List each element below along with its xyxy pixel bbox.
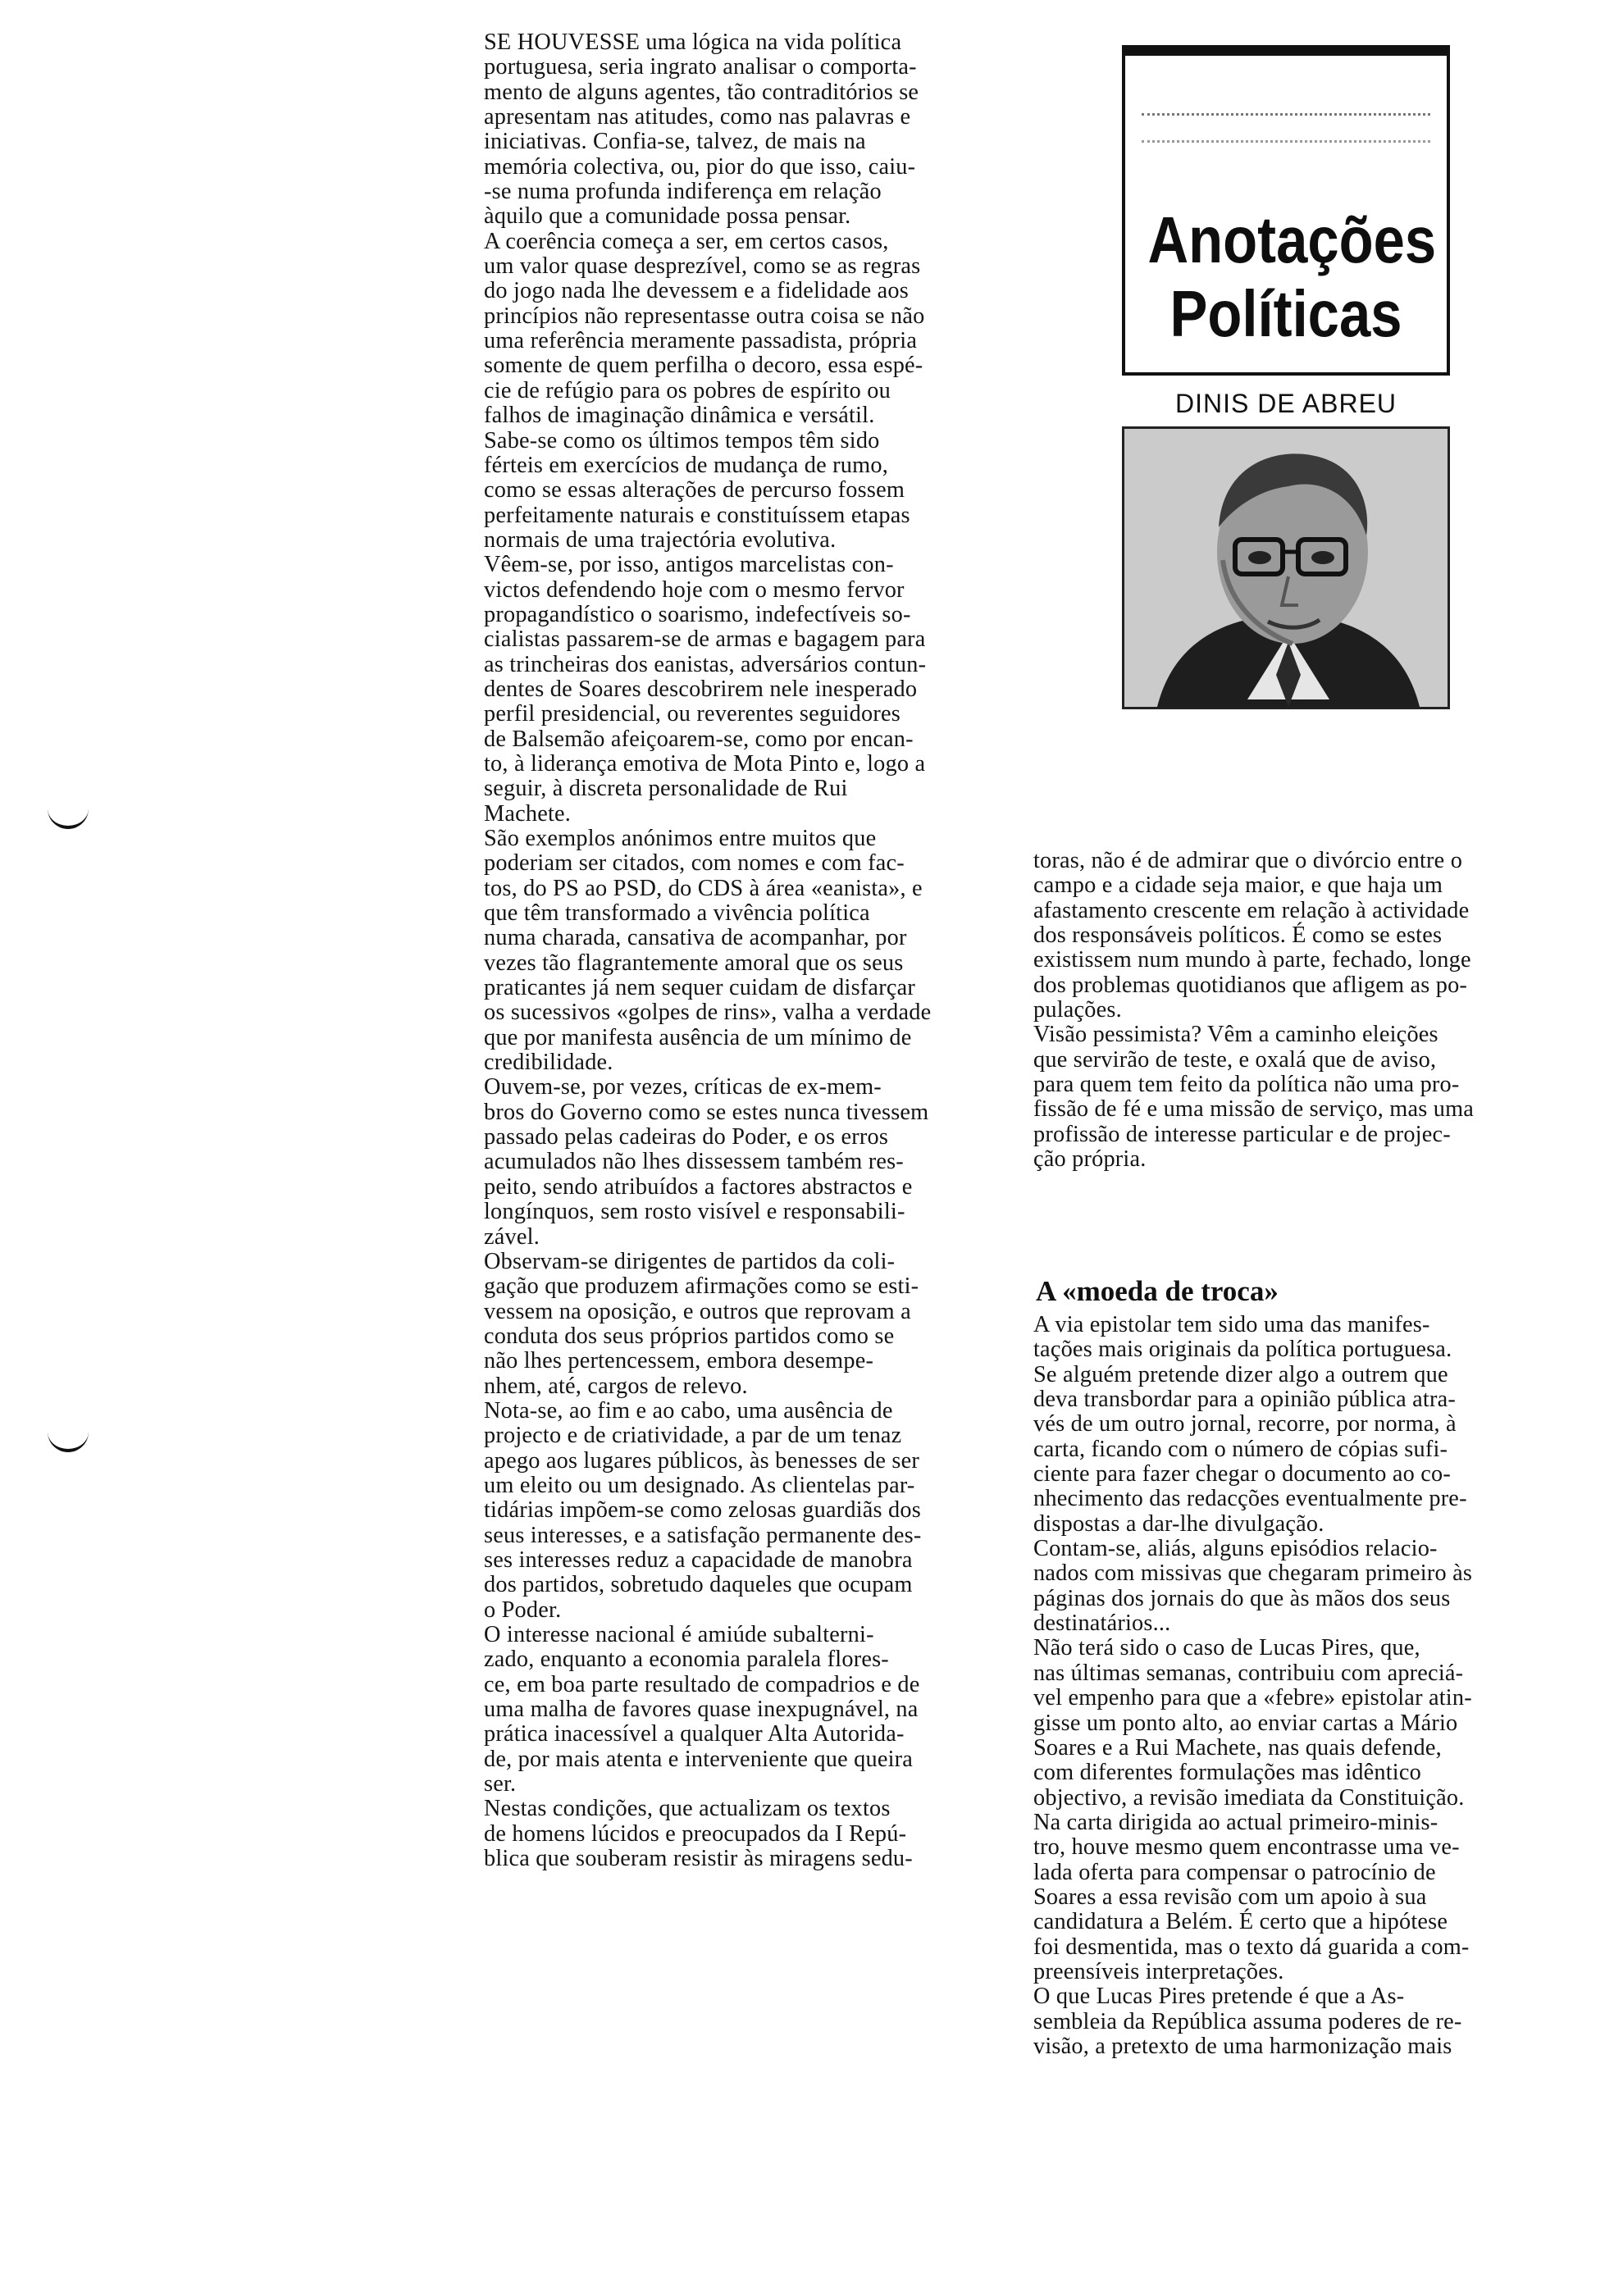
text-line: preensíveis interpretações. [1033, 1958, 1284, 1984]
text-line: poderiam ser citados, com nomes e com fac- [484, 850, 905, 877]
text-line: to, à liderança emotiva de Mota Pinto e, logo a [484, 750, 926, 777]
text-line: peito, sendo atribuídos a factores abstractos e [484, 1173, 913, 1200]
text-line: Machete. [484, 800, 572, 827]
text-line: O interesse nacional é amiúde subalterni- [484, 1622, 874, 1647]
text-line: dispostas a dar-lhe divulgação. [1033, 1510, 1324, 1537]
text-line: prática inacessível a qualquer Alta Autorida- [484, 1721, 905, 1747]
text-line: um eleito ou um designado. As clientelas par- [484, 1472, 915, 1498]
text-line: perfil presidencial, ou reverentes seguidores [484, 701, 900, 727]
article-right-column-top [1033, 849, 1474, 1172]
text-line: sembleia da República assuma poderes de re- [1033, 2008, 1462, 2034]
text-line: Na carta dirigida ao actual primeiro-minis- [1033, 1809, 1438, 1835]
text-line: somente de quem perfilha o decoro, essa espé- [484, 353, 923, 379]
binder-hole-mark [48, 1431, 89, 1452]
text-line: ciente para fazer chegar o documento ao co- [1033, 1461, 1452, 1487]
text-line: de Balsemão afeiçoarem-se, como por encan- [484, 726, 914, 752]
text-line: praticantes já nem sequer cuidam de disfarçar [484, 975, 915, 1001]
text-line: objectivo, a revisão imediata da Constituição. [1033, 1784, 1465, 1811]
text-line: seguir, à discreta personalidade de Rui [484, 776, 848, 802]
text-line: acumulados não lhes dissessem também res- [484, 1149, 904, 1175]
text-line: blica que souberam resistir às miragens sedu- [484, 1846, 913, 1872]
text-line: as trincheiras dos eanistas, adversários contun- [484, 651, 927, 677]
text-line: projecto e de criatividade, a par de um tenaz [484, 1423, 902, 1449]
text-line: como se essas alterações de percurso fossem [484, 477, 905, 503]
text-line: vés de um outro jornal, recorre, por norma, à [1033, 1411, 1457, 1437]
text-line: para quem tem feito da política não uma pro- [1033, 1072, 1460, 1098]
text-line: carta, ficando com o número de cópias sufi- [1033, 1436, 1448, 1462]
text-line: credibilidade. [484, 1050, 613, 1076]
text-line: afastamento crescente em relação à actividade [1033, 897, 1470, 923]
text-line: uma malha de favores quase inexpugnável, na [484, 1697, 919, 1723]
text-line: Soares a essa revisão com um apoio à sua [1033, 1884, 1427, 1910]
text-line: princípios não representasse outra coisa se não [484, 303, 925, 329]
text-line: o Poder. [484, 1597, 562, 1623]
article-right-column-bottom [1033, 1313, 1472, 2059]
text-line: uma referência meramente passadista, própria [484, 328, 918, 354]
text-line: dos partidos, sobretudo daqueles que ocupam [484, 1572, 913, 1598]
text-line: seus interesses, e a satisfação permanente des- [484, 1522, 922, 1548]
text-line: vel empenho para que a «febre» epistolar atin- [1033, 1685, 1472, 1711]
text-line: Observam-se dirigentes de partidos da coli- [484, 1248, 896, 1274]
text-line: propagandístico o soarismo, indefectíveis so- [484, 601, 911, 627]
text-line: nhem, até, cargos de relevo. [484, 1373, 748, 1399]
text-line: àquilo que a comunidade possa pensar. [484, 203, 851, 230]
text-line: que por manifesta ausência de um mínimo de [484, 1024, 912, 1050]
text-line: nhecimento das redacções eventualmente pre- [1033, 1486, 1467, 1512]
text-line: candidatura a Belém. É certo que a hipótese [1033, 1909, 1448, 1935]
text-line: existissem num mundo à parte, fechado, longe [1033, 947, 1471, 973]
text-line: ção própria. [1033, 1146, 1147, 1173]
text-line: campo e a cidade seja maior, e que haja um [1033, 872, 1443, 899]
section-subheading: A «moeda de troca» [1036, 1275, 1279, 1307]
text-line: vessem na oposição, e outros que reprovam a [484, 1298, 911, 1324]
text-line: destinatários... [1033, 1610, 1171, 1637]
text-line: bros do Governo como se estes nunca tivessem [484, 1099, 929, 1125]
text-line: um valor quase desprezível, como se as regras [484, 253, 921, 280]
text-line: Nestas condições, que actualizam os textos [484, 1796, 891, 1822]
text-line: victos defendendo hoje com o mesmo fervor [484, 576, 905, 603]
text-line: Ouvem-se, por vezes, críticas de ex-mem- [484, 1074, 882, 1100]
text-line: dos responsáveis políticos. É como se estes [1033, 922, 1443, 949]
text-line: A coerência começa a ser, em certos casos, [484, 228, 889, 254]
text-line: passado pelas cadeiras do Poder, e os erros [484, 1124, 889, 1150]
text-line: férteis em exercícios de mudança de rumo, [484, 452, 888, 478]
text-line: portuguesa, seria ingrato analisar o comporta- [484, 54, 917, 80]
text-line: gisse um ponto alto, ao enviar cartas a Mário [1033, 1710, 1458, 1736]
text-line: fissão de fé e uma missão de serviço, mas uma [1033, 1096, 1475, 1123]
text-line: de, por mais atenta e interveniente que queira [484, 1746, 914, 1772]
text-line: foi desmentida, mas o texto dá guarida a com- [1033, 1934, 1470, 1960]
text-line: tos, do PS ao PSD, do CDS à área «eanista», e [484, 875, 923, 901]
text-line: que têm transformado a vivência política [484, 900, 870, 927]
text-line: perfeitamente naturais e constituíssem etapas [484, 502, 910, 528]
text-line: -se numa profunda indiferença em relação [484, 179, 882, 205]
column-title [1147, 203, 1437, 351]
text-line: profissão de interesse particular e de projec- [1033, 1121, 1451, 1147]
binder-hole-mark [48, 808, 89, 829]
text-line: falhos de imaginação dinâmica e versátil. [484, 403, 875, 429]
text-line: Nota-se, ao fim e ao cabo, uma ausência de [484, 1397, 893, 1424]
text-line: Sabe-se como os últimos tempos têm sido [484, 427, 880, 453]
text-line: mento de alguns agentes, tão contraditórios se [484, 79, 919, 105]
text-line: de homens lúcidos e preocupados da I Repú- [484, 1820, 907, 1847]
text-line: SE HOUVESSE uma lógica na vida política [484, 30, 902, 55]
text-line: conduta dos seus próprios partidos como se [484, 1323, 895, 1349]
text-line: dentes de Soares descobrirem nele inesperado [484, 676, 918, 702]
column-title-line2: Políticas [1169, 277, 1402, 350]
text-line: zado, enquanto a economia paralela flores- [484, 1647, 889, 1673]
text-line: ses interesses reduz a capacidade de manobra [484, 1547, 913, 1573]
text-line: tro, houve mesmo quem encontrasse uma ve- [1033, 1834, 1460, 1861]
text-line: gação que produzem afirmações como se esti- [484, 1273, 919, 1300]
text-line: numa charada, cansativa de acompanhar, por [484, 925, 907, 951]
text-line: com diferentes formulações mas idêntico [1033, 1760, 1421, 1786]
text-line: nas últimas semanas, contribuiu com apreciá- [1033, 1660, 1464, 1686]
text-line: O que Lucas Pires pretende é que a As- [1033, 1984, 1405, 2010]
text-line: tações mais originais da política portuguesa. [1033, 1337, 1452, 1363]
author-photo [1122, 426, 1450, 709]
text-line: cialistas passarem-se de armas e bagagem para [484, 626, 926, 653]
text-line: memória colectiva, ou, pior do que isso, caiu- [484, 153, 916, 180]
print-noise [1142, 113, 1430, 143]
article-left-column [484, 30, 1017, 1871]
text-line: lada oferta para compensar o patrocínio de [1033, 1859, 1436, 1885]
text-line: ser. [484, 1771, 517, 1797]
text-line: páginas dos jornais do que às mãos dos seus [1033, 1585, 1451, 1611]
text-line: os sucessivos «golpes de rins», valha a verdade [484, 1000, 932, 1026]
text-line: ce, em boa parte resultado de compadrios e de [484, 1671, 920, 1697]
text-line: longínquos, sem rosto visível e responsabili- [484, 1199, 905, 1225]
text-line: apego aos lugares públicos, às benesses de ser [484, 1447, 919, 1474]
text-line: Contam-se, aliás, alguns episódios relacio- [1033, 1536, 1438, 1562]
text-line: deva transbordar para a opinião pública atra- [1033, 1387, 1456, 1413]
text-line: iniciativas. Confia-se, talvez, de mais na [484, 129, 866, 155]
text-line: Não terá sido o caso de Lucas Pires, que, [1033, 1635, 1420, 1661]
text-line: zável. [484, 1223, 540, 1250]
text-line: normais de uma trajectória evolutiva. [484, 526, 837, 553]
text-line: São exemplos anónimos entre muitos que [484, 826, 877, 851]
text-line: toras, não é de admirar que o divórcio entre o [1033, 848, 1463, 873]
author-byline: DINIS DE ABREU [1174, 389, 1397, 418]
text-line: do jogo nada lhe devessem e a fidelidade aos [484, 278, 909, 304]
column-title-line1: Anotações [1147, 203, 1437, 276]
text-line: Visão pessimista? Vêm a caminho eleições [1033, 1022, 1438, 1048]
text-line: cie de refúgio para os pobres de espírito ou [484, 377, 891, 403]
column-title-box [1122, 45, 1450, 376]
text-line: visão, a pretexto de uma harmonização mais [1033, 2033, 1452, 2059]
text-line: Vêem-se, por isso, antigos marcelistas con- [484, 552, 894, 578]
text-line: Soares e a Rui Machete, nas quais defende, [1033, 1734, 1442, 1761]
text-line: pulações. [1033, 997, 1122, 1023]
text-line: que servirão de teste, e oxalá que de aviso, [1033, 1046, 1437, 1073]
text-line: nados com missivas que chegaram primeiro às [1033, 1560, 1473, 1587]
text-line: tidárias impõem-se como zelosas guardiãs dos [484, 1497, 921, 1524]
text-line: dos problemas quotidianos que afligem as po- [1033, 972, 1468, 998]
text-line: vezes tão flagrantemente amoral que os seus [484, 950, 904, 976]
text-line: apresentam nas atitudes, como nas palavras e [484, 104, 911, 130]
text-line: A via epistolar tem sido uma das manifes- [1033, 1312, 1430, 1337]
text-line: não lhes pertencessem, embora desempe- [484, 1348, 874, 1374]
text-line: Se alguém pretende dizer algo a outrem que [1033, 1361, 1448, 1387]
